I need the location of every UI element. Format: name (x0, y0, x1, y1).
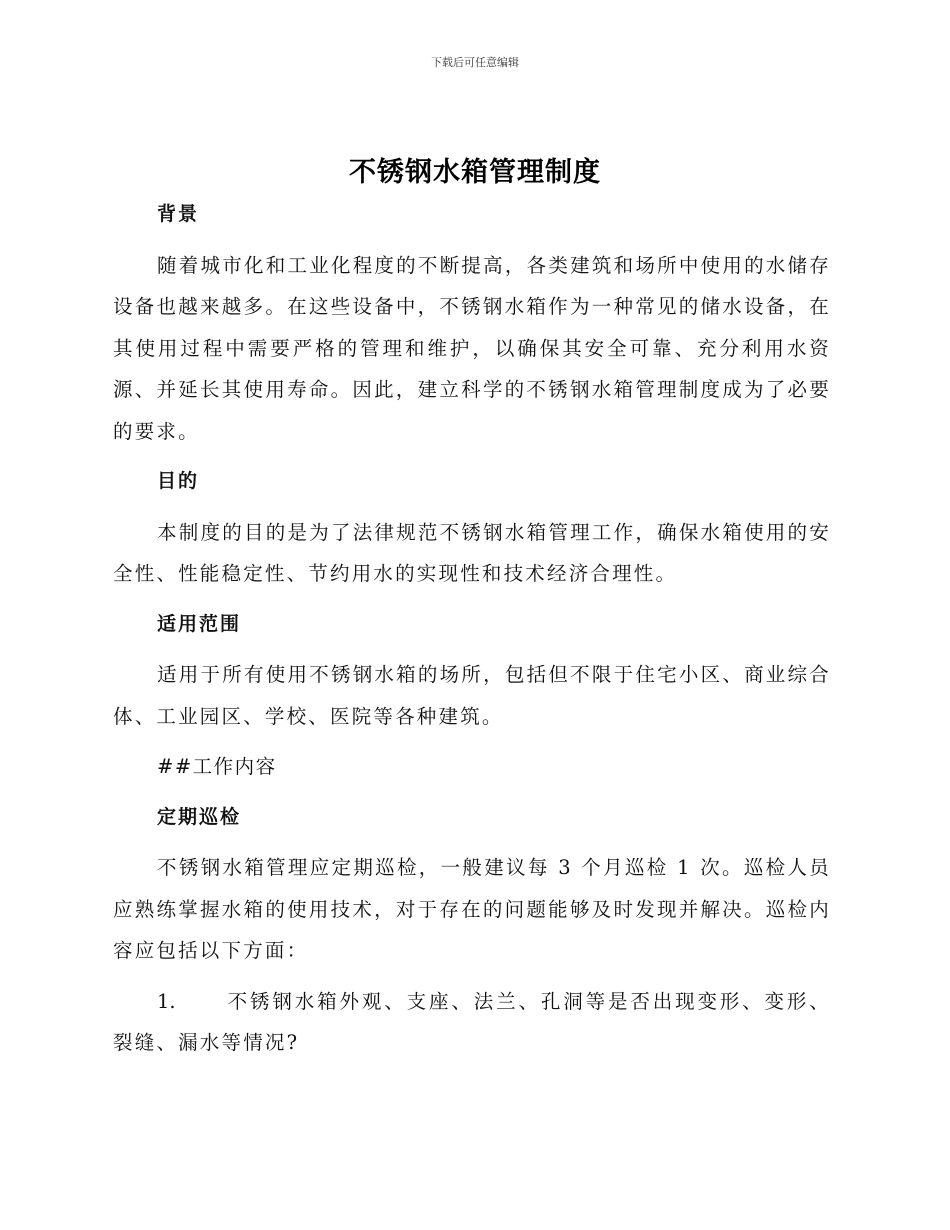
section-heading-purpose: 目的 (157, 470, 200, 492)
header-note: 下载后可任意编辑 (431, 56, 519, 69)
list-item-number: 1. (157, 989, 176, 1013)
section-heading-scope: 适用范围 (157, 612, 242, 635)
section-heading-work-content: ##工作内容 (157, 755, 277, 778)
paragraph-purpose: 本制度的目的是为了法律规范不锈钢水箱管理工作，确保水箱使用的安全性、性能稳定性、节约用水的实现性和技术经济合理性。 (113, 520, 831, 585)
paragraph-scope: 适用于所有使用不锈钢水箱的场所，包括但不限于住宅小区、商业综合体、工业园区、学校、医院等各种建筑。 (113, 663, 831, 728)
paragraph-inspection: 不锈钢水箱管理应定期巡检，一般建议每 3 个月巡检 1 次。巡检人员应熟练掌握水箱的使用技术，对于存在的问题能够及时发现并解决。巡检内容应包括以下方面： (113, 856, 831, 962)
list-item (113, 981, 831, 1064)
paragraph-background: 随着城市化和工业化程度的不断提高，各类建筑和场所中使用的水储存设备也越来越多。在这些设备中，不锈钢水箱作为一种常见的储水设备，在其使用过程中需要严格的管理和维护，以确保其安全可靠、充分利用水资源、并延长其使用寿命。因此，建立科学的不锈钢水箱管理制度成为了必要的要求。 (113, 253, 831, 443)
list-item-text: 不锈钢水箱外观、支座、法兰、孔洞等是否出现变形、变形、裂缝、漏水等情况? (113, 989, 831, 1054)
document-body (113, 194, 831, 1073)
section-heading-inspection: 定期巡检 (157, 805, 242, 828)
document-title: 不锈钢水箱管理制度 (349, 157, 601, 188)
section-heading-background: 背景 (157, 203, 200, 225)
